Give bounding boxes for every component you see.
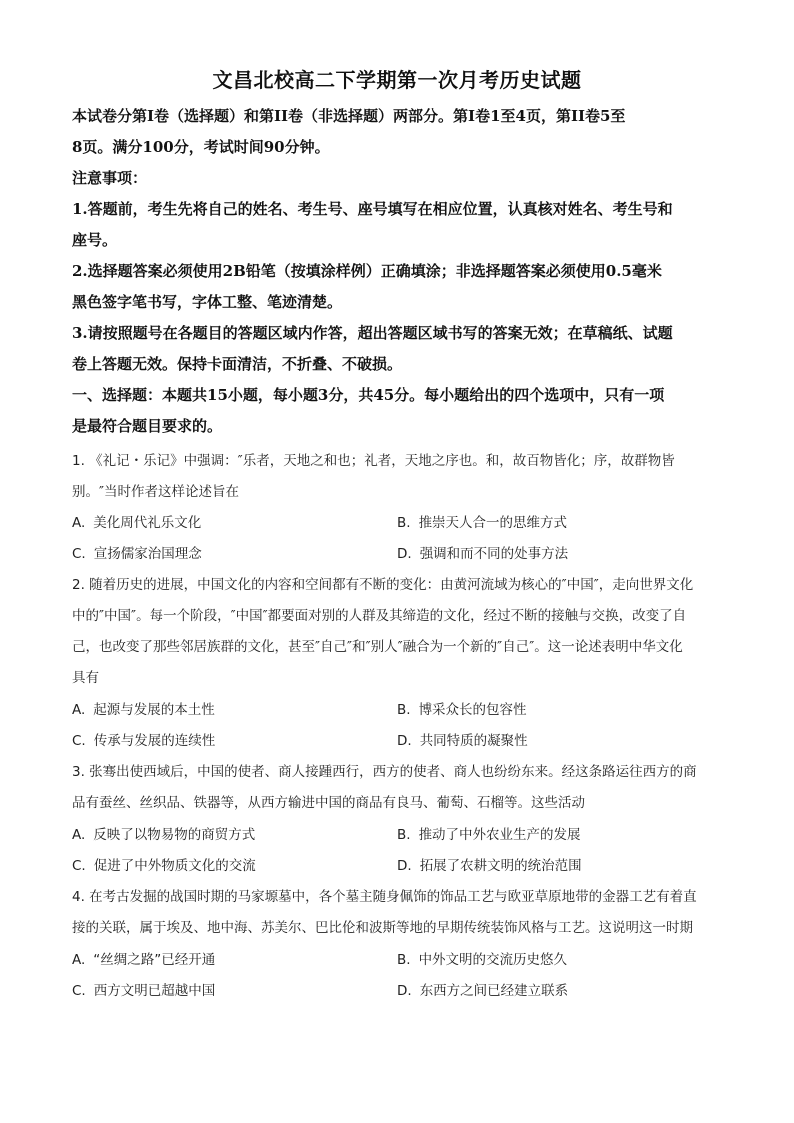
notice-item-3: 3.请按照题号在各题目的答题区域内作答，超出答题区域书写的答案无效；在草稿纸、试题	[72, 324, 673, 342]
notice-item-3-cont: 卷上答题无效。保持卡面清洁，不折叠、不破损。	[72, 355, 403, 373]
option-c[interactable]: C. 促进了中外物质文化的交流	[72, 858, 256, 874]
question-4-options-row-2	[72, 976, 724, 1007]
instructions-line: 本试卷分第I卷（选择题）和第II卷（非选择题）两部分。第I卷1至4页，第II卷5至	[72, 107, 626, 125]
question-1-options-row-1	[72, 508, 724, 539]
question-text: 接的关联，属于埃及、地中海、苏美尔、巴比伦和波斯等地的早期传统装饰风格与工艺。这说明这一时期	[72, 920, 693, 936]
option-d[interactable]: D. 东西方之间已经建立联系	[397, 983, 569, 999]
notice-heading: 注意事项：	[72, 169, 148, 187]
notice-item-2: 2.选择题答案必须使用2B铅笔（按填涂样例）正确填涂；非选择题答案必须使用0.5毫米	[72, 262, 662, 280]
option-a[interactable]: A. “丝绸之路”已经开通	[72, 952, 216, 968]
instructions-line: 8页。满分100分，考试时间90分钟。	[72, 138, 330, 156]
option-b[interactable]: B. 推崇天人合一的思维方式	[397, 515, 568, 531]
option-b[interactable]: B. 中外文明的交流历史悠久	[397, 952, 568, 968]
section-heading-cont: 是最符合题目要求的。	[72, 417, 223, 435]
question-4-options-row-1	[72, 945, 724, 976]
option-c[interactable]: C. 传承与发展的连续性	[72, 733, 216, 749]
option-b[interactable]: B. 推动了中外农业生产的发展	[397, 827, 581, 843]
option-d[interactable]: D. 强调和而不同的处事方法	[397, 546, 569, 562]
page-title: 文昌北校高二下学期第一次月考历史试题	[212, 68, 582, 92]
question-text: 1. 《礼记・乐记》中强调：″乐者，天地之和也；礼者，天地之序也。和，故百物皆化；序，故群物皆	[72, 453, 675, 469]
question-text: 具有	[72, 670, 99, 686]
option-c[interactable]: C. 宣扬儒家治国理念	[72, 546, 202, 562]
question-text: 品有蚕丝、丝织品、铁器等，从西方输进中国的商品有良马、葡萄、石榴等。这些活动	[72, 795, 585, 811]
question-3-options-row-1	[72, 820, 724, 851]
question-4	[72, 882, 724, 944]
question-text: 4. 在考古发掘的战国时期的马家塬墓中，各个墓主随身佩饰的饰品工艺与欧亚草原地带的金器工艺有着直	[72, 889, 697, 905]
question-text: 己，也改变了那些邻居族群的文化，甚至″自己″和″别人″融合为一个新的″自己″。这一论述表明中华文化	[72, 639, 683, 655]
option-d[interactable]: D. 拓展了农耕文明的统治范围	[397, 858, 582, 874]
option-b[interactable]: B. 博采众长的包容性	[397, 702, 527, 718]
option-d[interactable]: D. 共同特质的凝聚性	[397, 733, 528, 749]
question-2-options-row-1	[72, 695, 724, 726]
question-text: 2. 随着历史的进展，中国文化的内容和空间都有不断的变化：由黄河流域为核心的″中国″，走向世界文化	[72, 577, 694, 593]
option-c[interactable]: C. 西方文明已超越中国	[72, 983, 216, 999]
option-a[interactable]: A. 美化周代礼乐文化	[72, 515, 202, 531]
question-2-options-row-2	[72, 726, 724, 757]
question-3	[72, 757, 724, 819]
notice-item-1: 1.答题前，考生先将自己的姓名、考生号、座号填写在相应位置，认真核对姓名、考生号和	[72, 200, 673, 218]
notice-item-2-cont: 黑色签字笔书写，字体工整、笔迹清楚。	[72, 293, 343, 311]
question-2	[72, 570, 724, 694]
option-a[interactable]: A. 反映了以物易物的商贸方式	[72, 827, 256, 843]
instructions	[72, 101, 724, 442]
question-text: 中的″中国″。每一个阶段，″中国″都要面对别的人群及其缔造的文化，经过不断的接触与交换，改变了自	[72, 608, 687, 624]
question-3-options-row-2	[72, 851, 724, 882]
option-a[interactable]: A. 起源与发展的本土性	[72, 702, 215, 718]
question-1-options-row-2	[72, 539, 724, 570]
question-text: 3. 张骞出使西域后，中国的使者、商人接踵西行，西方的使者、商人也纷纷东来。经这条路运往西方的商	[72, 764, 697, 780]
notice-item-1-cont: 座号。	[72, 231, 118, 249]
question-text: 别。″当时作者这样论述旨在	[72, 484, 240, 500]
question-1	[72, 446, 724, 508]
section-heading: 一、选择题：本题共15小题，每小题3分，共45分。每小题给出的四个选项中，只有一项	[72, 386, 665, 404]
